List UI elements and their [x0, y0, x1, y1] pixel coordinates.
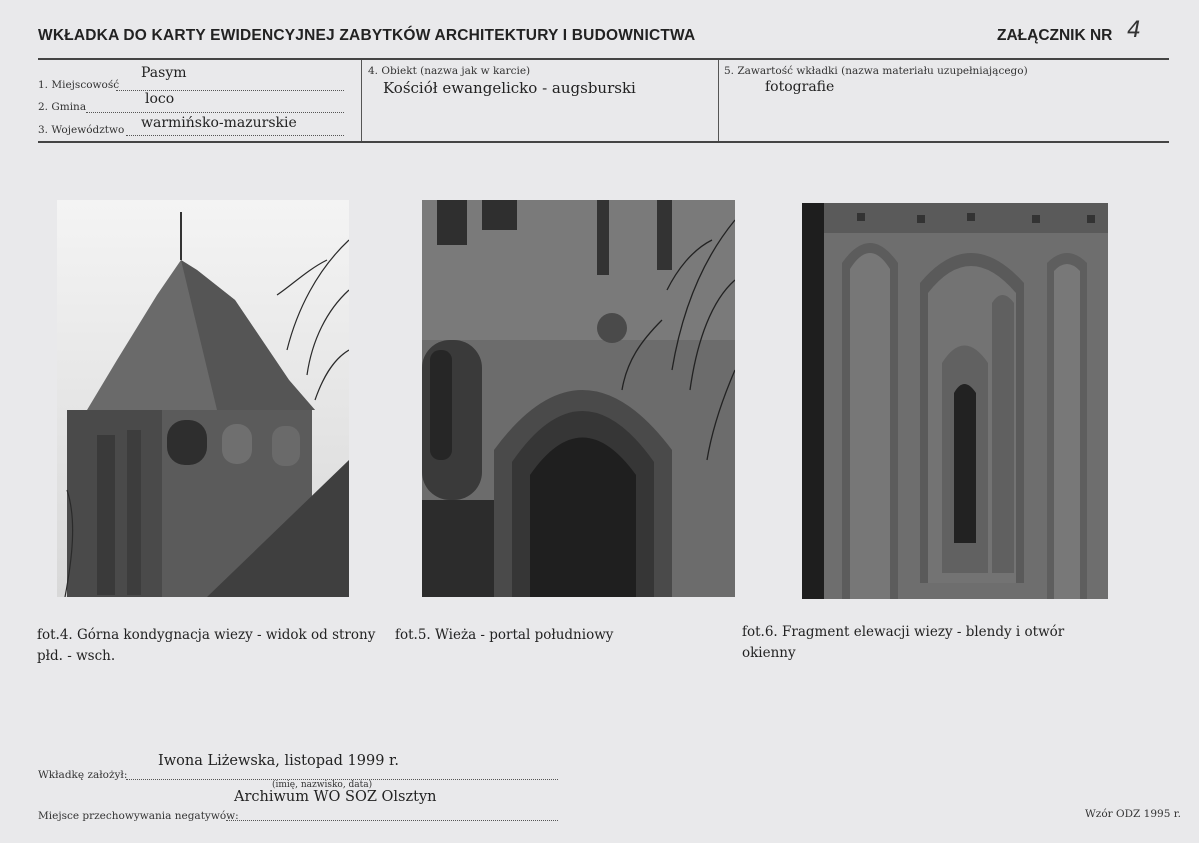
gmina-value: loco: [145, 91, 175, 107]
archive-value: Archiwum WO SOZ Olsztyn: [234, 789, 437, 805]
annex-label: ZAŁĄCZNIK NR: [997, 27, 1113, 44]
obiekt-value: Kościół ewangelicko - augsburski: [383, 79, 636, 97]
miejscowosc-value: Pasym: [141, 65, 187, 81]
author-label: Wkładkę założył:: [38, 769, 128, 781]
caption-photo-4: fot.4. Górna kondygnacja wiezy - widok od strony płd. - wsch.: [37, 627, 376, 664]
zawartosc-label: 5. Zawartość wkładki (nazwa materiału uzupełniającego): [724, 65, 1028, 77]
portal-image: [422, 200, 735, 597]
miejscowosc-label: 1. Miejscowość: [38, 79, 120, 91]
facade-image: [802, 203, 1108, 599]
caption-photo-5: fot.5. Wieża - portal południowy: [395, 627, 614, 643]
gmina-dots: [86, 111, 344, 113]
photo-tower: [57, 200, 349, 597]
archive-label: Miejsce przechowywania negatywów:: [38, 810, 239, 822]
form-title: WKŁADKA DO KARTY EWIDENCYJNEJ ZABYTKÓW ARCHITEKTURY I BUDOWNICTWA: [38, 27, 696, 44]
author-value: Iwona Liżewska, listopad 1999 r.: [158, 753, 399, 769]
bottom-rule: [38, 141, 1169, 143]
gmina-label: 2. Gmina: [38, 101, 87, 113]
form-version: Wzór ODZ 1995 r.: [1085, 808, 1181, 820]
top-rule: [38, 58, 1169, 60]
photo-portal: [422, 200, 735, 597]
archive-dots: [226, 819, 558, 821]
wojewodztwo-dots: [126, 134, 344, 136]
author-hint: (imię, nazwisko, data): [272, 780, 373, 790]
column-divider-1: [361, 60, 362, 141]
tower-image: [57, 200, 349, 597]
obiekt-label: 4. Obiekt (nazwa jak w karcie): [368, 65, 531, 77]
wojewodztwo-value: warmińsko-mazurskie: [141, 115, 297, 131]
annex-number: 4: [1127, 18, 1141, 43]
photo-facade: [802, 203, 1108, 599]
column-divider-2: [718, 60, 719, 141]
zawartosc-value: fotografie: [765, 79, 835, 95]
wojewodztwo-label: 3. Województwo: [38, 124, 125, 136]
caption-photo-6: fot.6. Fragment elewacji wiezy - blendy i otwór okienny: [742, 624, 1065, 661]
